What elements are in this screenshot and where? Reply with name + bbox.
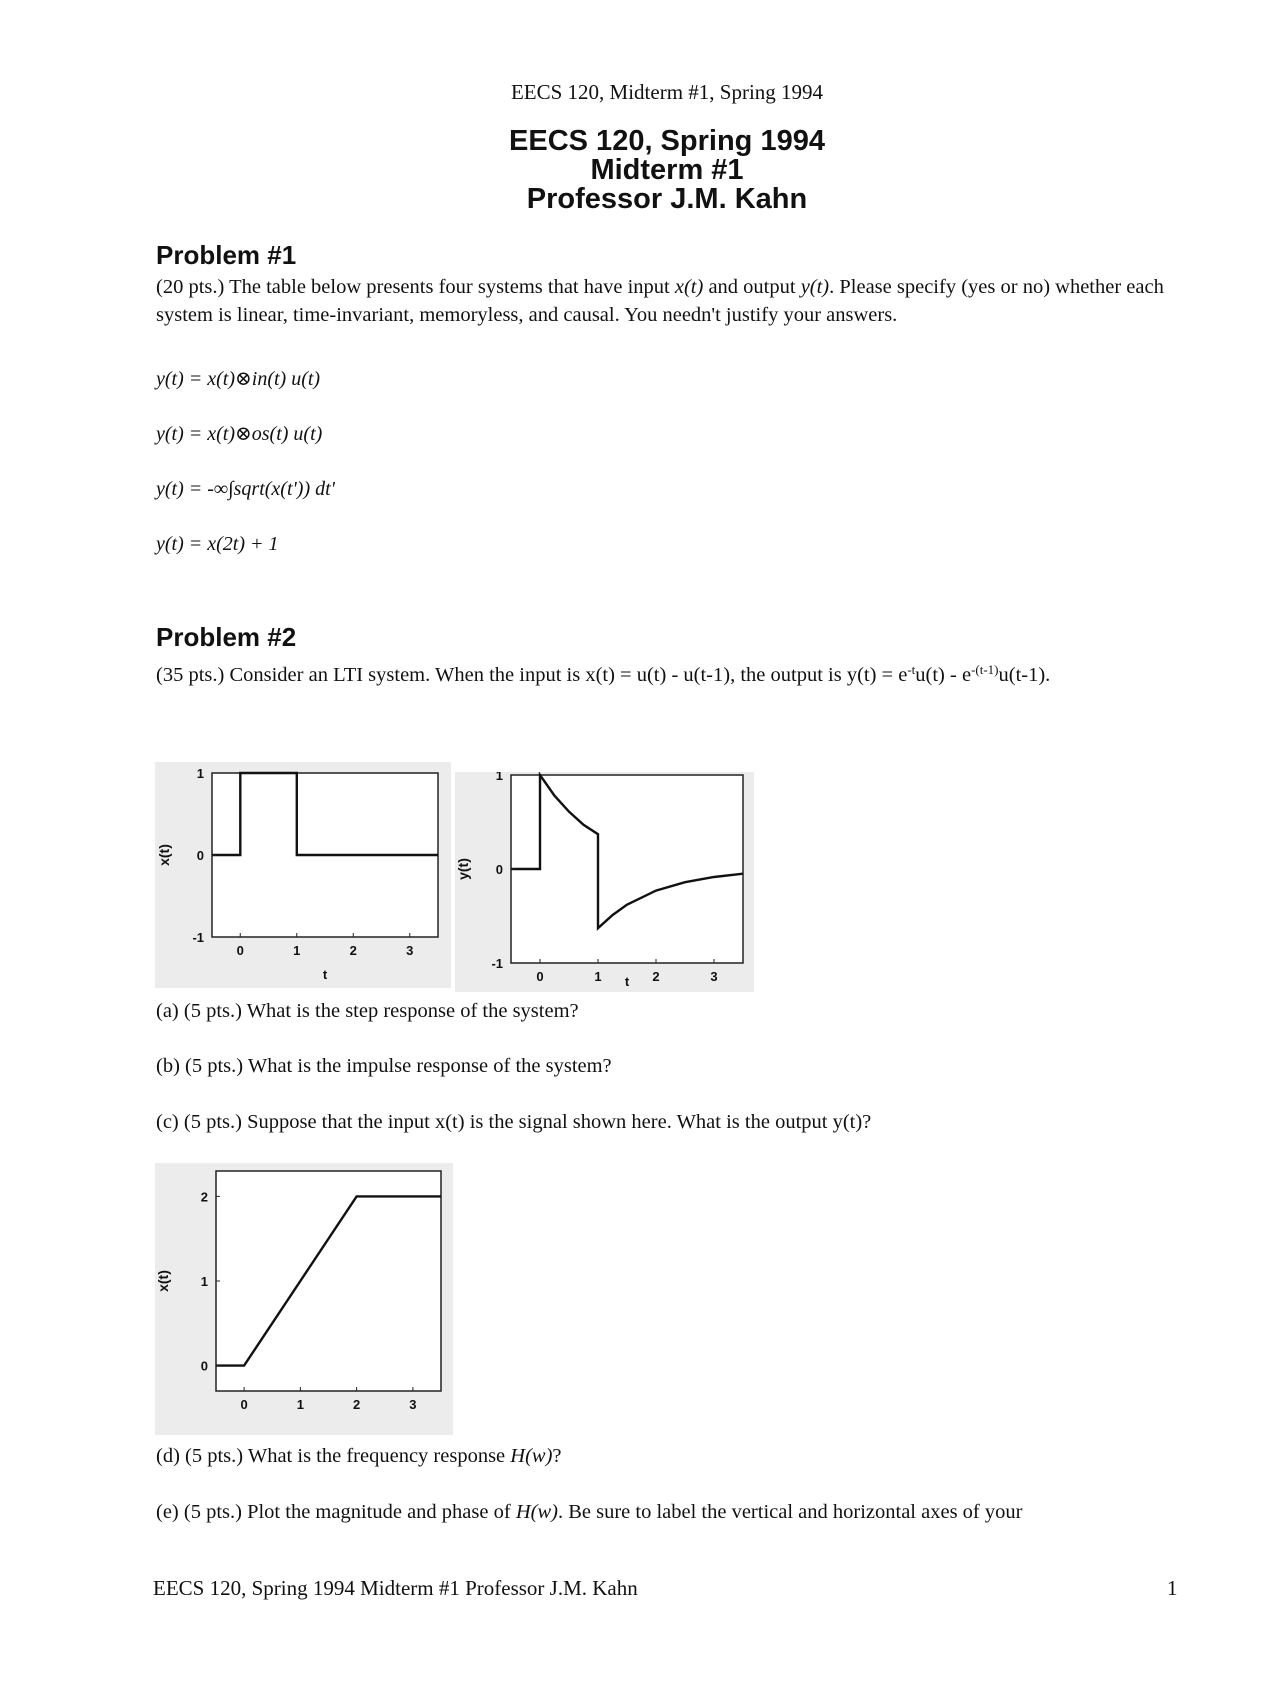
- footer-text: EECS 120, Spring 1994 Midterm #1 Professor J.M. Kahn: [153, 1576, 638, 1600]
- y-tick-label: -1: [192, 930, 204, 945]
- question-b: (b) (5 pts.) What is the impulse response of the system?: [156, 1055, 612, 1077]
- equation-3: y(t) = -∞∫sqrt(x(t')) dt': [156, 478, 335, 500]
- plot-ramp-input: [155, 1163, 453, 1435]
- problem-1-text-a: (20 pts.) The table below presents four systems that have input: [156, 276, 675, 298]
- x-tick-label: 2: [349, 943, 357, 958]
- x-tick-label: 3: [409, 1397, 417, 1412]
- x-tick-label: 0: [240, 1397, 248, 1412]
- equation-2: y(t) = x(t)⊗os(t) u(t): [156, 423, 323, 445]
- x-tick-label: 1: [594, 969, 602, 984]
- y-tick-label: 1: [495, 772, 503, 783]
- plot-ramp-input-svg: [155, 1163, 453, 1435]
- plot-output-y: [455, 772, 754, 992]
- y-tick-label: 0: [196, 848, 204, 863]
- x-axis-label: t: [322, 967, 328, 982]
- y-axis-label: x(t): [155, 1270, 171, 1292]
- x-tick-label: 3: [406, 943, 414, 958]
- x-tick-label: 1: [293, 943, 301, 958]
- x-tick-label: 1: [296, 1397, 304, 1412]
- question-d: [156, 1445, 562, 1468]
- superscript-1: -t: [907, 662, 916, 677]
- y-axis-label: x(t): [156, 844, 172, 866]
- plot-input-x: [155, 762, 451, 988]
- title-line-3: Professor J.M. Kahn: [526, 183, 808, 215]
- equation-1: y(t) = x(t)⊗in(t) u(t): [156, 368, 321, 390]
- superscript-2: -(t-1): [971, 662, 999, 677]
- x-axis-label: t: [624, 974, 630, 989]
- y-tick-label: -1: [491, 956, 503, 971]
- problem-2-text: [156, 656, 1096, 689]
- question-e: [156, 1501, 1022, 1524]
- x-tick-label: 3: [710, 969, 718, 984]
- problem-1-text-b: and output: [703, 276, 801, 298]
- plot-frame: [511, 775, 743, 963]
- x-tick-label: 0: [236, 943, 244, 958]
- title-line-1: EECS 120, Spring 1994: [509, 125, 825, 157]
- y-tick-label: 1: [200, 1274, 208, 1289]
- question-e-prefix: (e) (5 pts.) Plot the magnitude and phase of: [156, 1501, 516, 1523]
- page-number: 1: [1167, 1576, 1178, 1600]
- problem-2-text-a: (35 pts.) Consider an LTI system. When the input is x(t) = u(t) - u(t-1), the output is y(t) = e: [156, 664, 908, 686]
- x-tick-label: 2: [652, 969, 660, 984]
- question-c: (c) (5 pts.) Suppose that the input x(t) is the signal shown here. What is the output y(t)?: [156, 1111, 872, 1133]
- plot-output-y-svg: [455, 772, 754, 992]
- x-tick-label: 0: [536, 969, 544, 984]
- y-tick-label: 2: [200, 1189, 208, 1205]
- question-d-suffix: ?: [552, 1445, 562, 1467]
- question-d-var: H(w): [510, 1445, 553, 1467]
- y-tick-label: 1: [196, 766, 204, 781]
- y-tick-label: 0: [200, 1358, 208, 1374]
- problem-1-text: [156, 273, 1166, 329]
- problem-1-heading: Problem #1: [156, 240, 297, 270]
- question-a: (a) (5 pts.) What is the step response of the system?: [156, 1000, 579, 1022]
- equation-4: y(t) = x(2t) + 1: [156, 533, 279, 555]
- question-d-prefix: (d) (5 pts.) What is the frequency response: [156, 1445, 511, 1467]
- problem-2-heading: Problem #2: [156, 622, 297, 652]
- var-y: y(t): [800, 276, 830, 298]
- problem-2-text-b: u(t) - e: [915, 664, 972, 686]
- var-x: x(t): [674, 276, 704, 298]
- plot-input-x-svg: [155, 762, 451, 988]
- page-header: EECS 120, Midterm #1, Spring 1994: [510, 80, 824, 104]
- x-tick-label: 2: [353, 1397, 361, 1412]
- problem-1-text-c: . Please specify (yes or no) whether each system is linear, time-invariant, memoryless, and causal. You needn't justify your answers.: [156, 276, 1164, 326]
- problem-2-text-c: u(t-1).: [998, 664, 1051, 686]
- question-e-var: H(w): [515, 1501, 558, 1523]
- title-line-2: Midterm #1: [590, 154, 744, 186]
- y-axis-label: y(t): [455, 858, 471, 880]
- y-tick-label: 0: [495, 862, 503, 877]
- document-title: [0, 127, 1280, 214]
- question-e-suffix: . Be sure to label the vertical and horizontal axes of your: [557, 1501, 1023, 1523]
